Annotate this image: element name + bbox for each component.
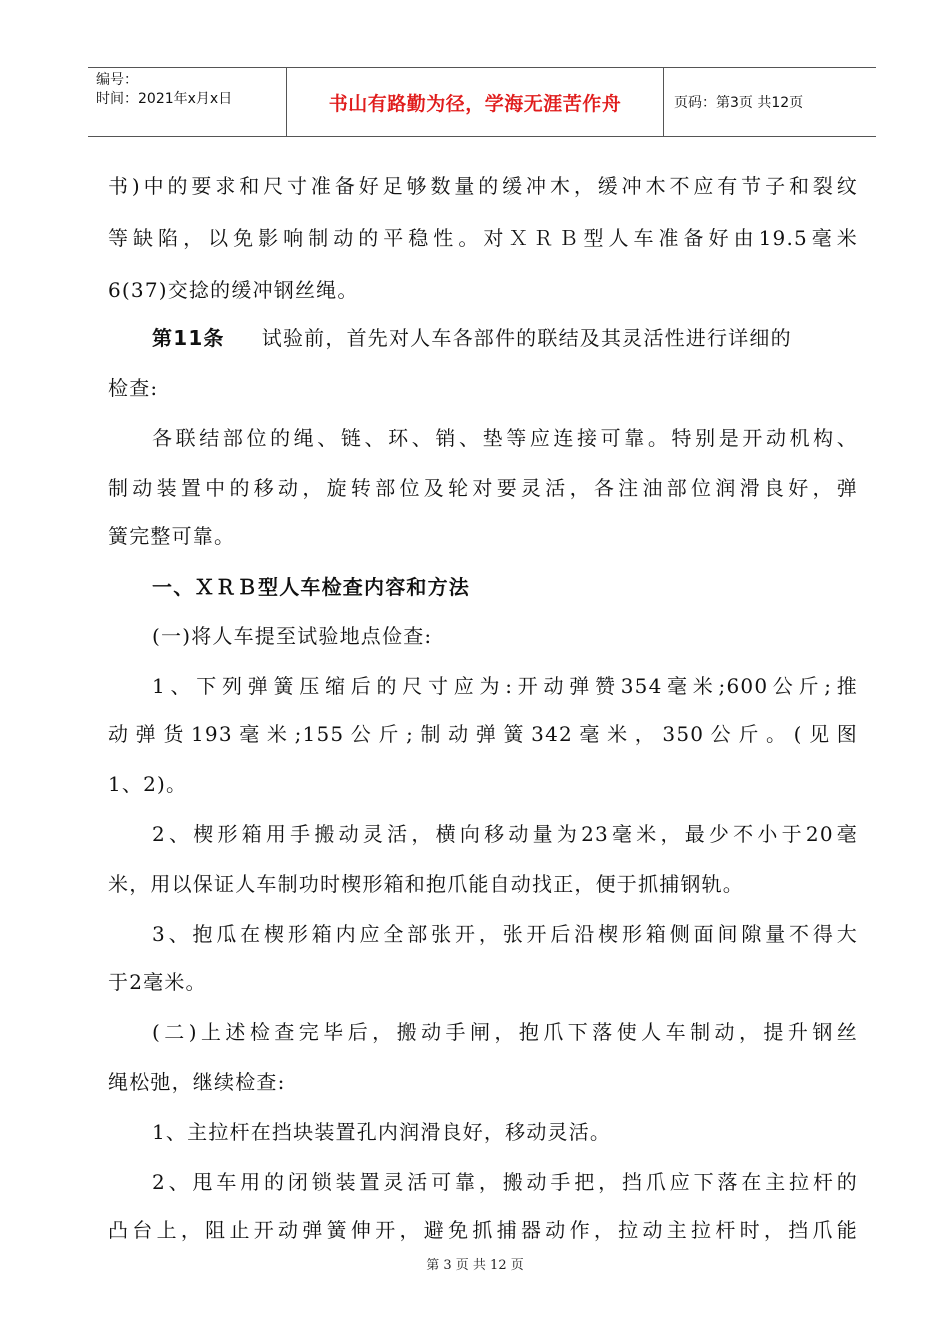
article-text: 试验前，首先对人车各部件的联结及其灵活性进行详细的 (261, 326, 792, 350)
text-line: 绳松弛，继续检查: (108, 1070, 286, 1094)
text-line: 2、甩车用的闭锁装置灵活可靠，搬动手把，挡爪应下落在主拉杆的 (152, 1170, 858, 1194)
header-page-number: 页码：第3页 共12页 (674, 95, 804, 111)
text-line: 6(37)交捻的缓冲钢丝绳。 (108, 278, 359, 302)
article-number: 第11条 (152, 326, 225, 350)
section-heading: 一、ＸＲＢ型人车检查内容和方法 (152, 575, 470, 599)
text-line: 检查: (108, 376, 159, 400)
text-line: 1、下列弹簧压缩后的尺寸应为:开动弹赞354毫米;600公斤;推 (152, 674, 858, 698)
text-line: 制动装置中的移动，旋转部位及轮对要灵活，各注油部位润滑良好，弹 (108, 476, 858, 500)
text-line: 动弹货193毫米;155公斤;制动弹簧342毫米，350公斤。(见图 (108, 722, 858, 746)
page-footer: 第 3 页 共 12 页 (426, 1258, 524, 1273)
text-line: 书)中的要求和尺寸准备好足够数量的缓冲木，缓冲木不应有节子和裂纹 (108, 174, 858, 198)
text-line: 于2毫米。 (108, 970, 207, 994)
article-line (152, 322, 858, 351)
text-line: 3、抱瓜在楔形箱内应全部张开，张开后沿楔形箱侧面间隙量不得大 (152, 922, 858, 946)
text-line: 簧完整可靠。 (108, 524, 236, 548)
text-line: 2、楔形箱用手搬动灵活，横向移动量为23毫米，最少不小于20毫 (152, 822, 858, 846)
text-line: 各联结部位的绳、链、环、销、垫等应连接可靠。特别是开动机构、 (152, 426, 858, 450)
text-line: 1、2)。 (108, 772, 188, 796)
text-line: 1、主拉杆在挡块装置孔内润滑良好，移动灵活。 (152, 1120, 612, 1144)
header-motto: 书山有路勤为径，学海无涯苦作舟 (286, 68, 664, 136)
text-line: 凸台上，阻止开动弹簧伸开，避免抓捕器动作，拉动主拉杆时，挡爪能 (108, 1218, 858, 1242)
time-label: 时间：2021年x月x日 (96, 91, 233, 107)
text-line: 等缺陷，以免影响制动的平稳性。对ＸＲＢ型人车准备好由19.5毫米 (108, 226, 858, 250)
header-meta (88, 68, 286, 136)
text-line: (一)将人车提至试验地点俭查: (152, 624, 433, 648)
text-line: (二)上述检查完毕后，搬动手闸，抱爪下落使人车制动，提升钢丝 (152, 1020, 858, 1044)
text-line: 米，用以保证人车制功时楔形箱和抱爪能自动找正，便于抓捕钢轨。 (108, 872, 744, 896)
serial-label: 编号： (96, 72, 138, 88)
page-header (88, 67, 876, 137)
